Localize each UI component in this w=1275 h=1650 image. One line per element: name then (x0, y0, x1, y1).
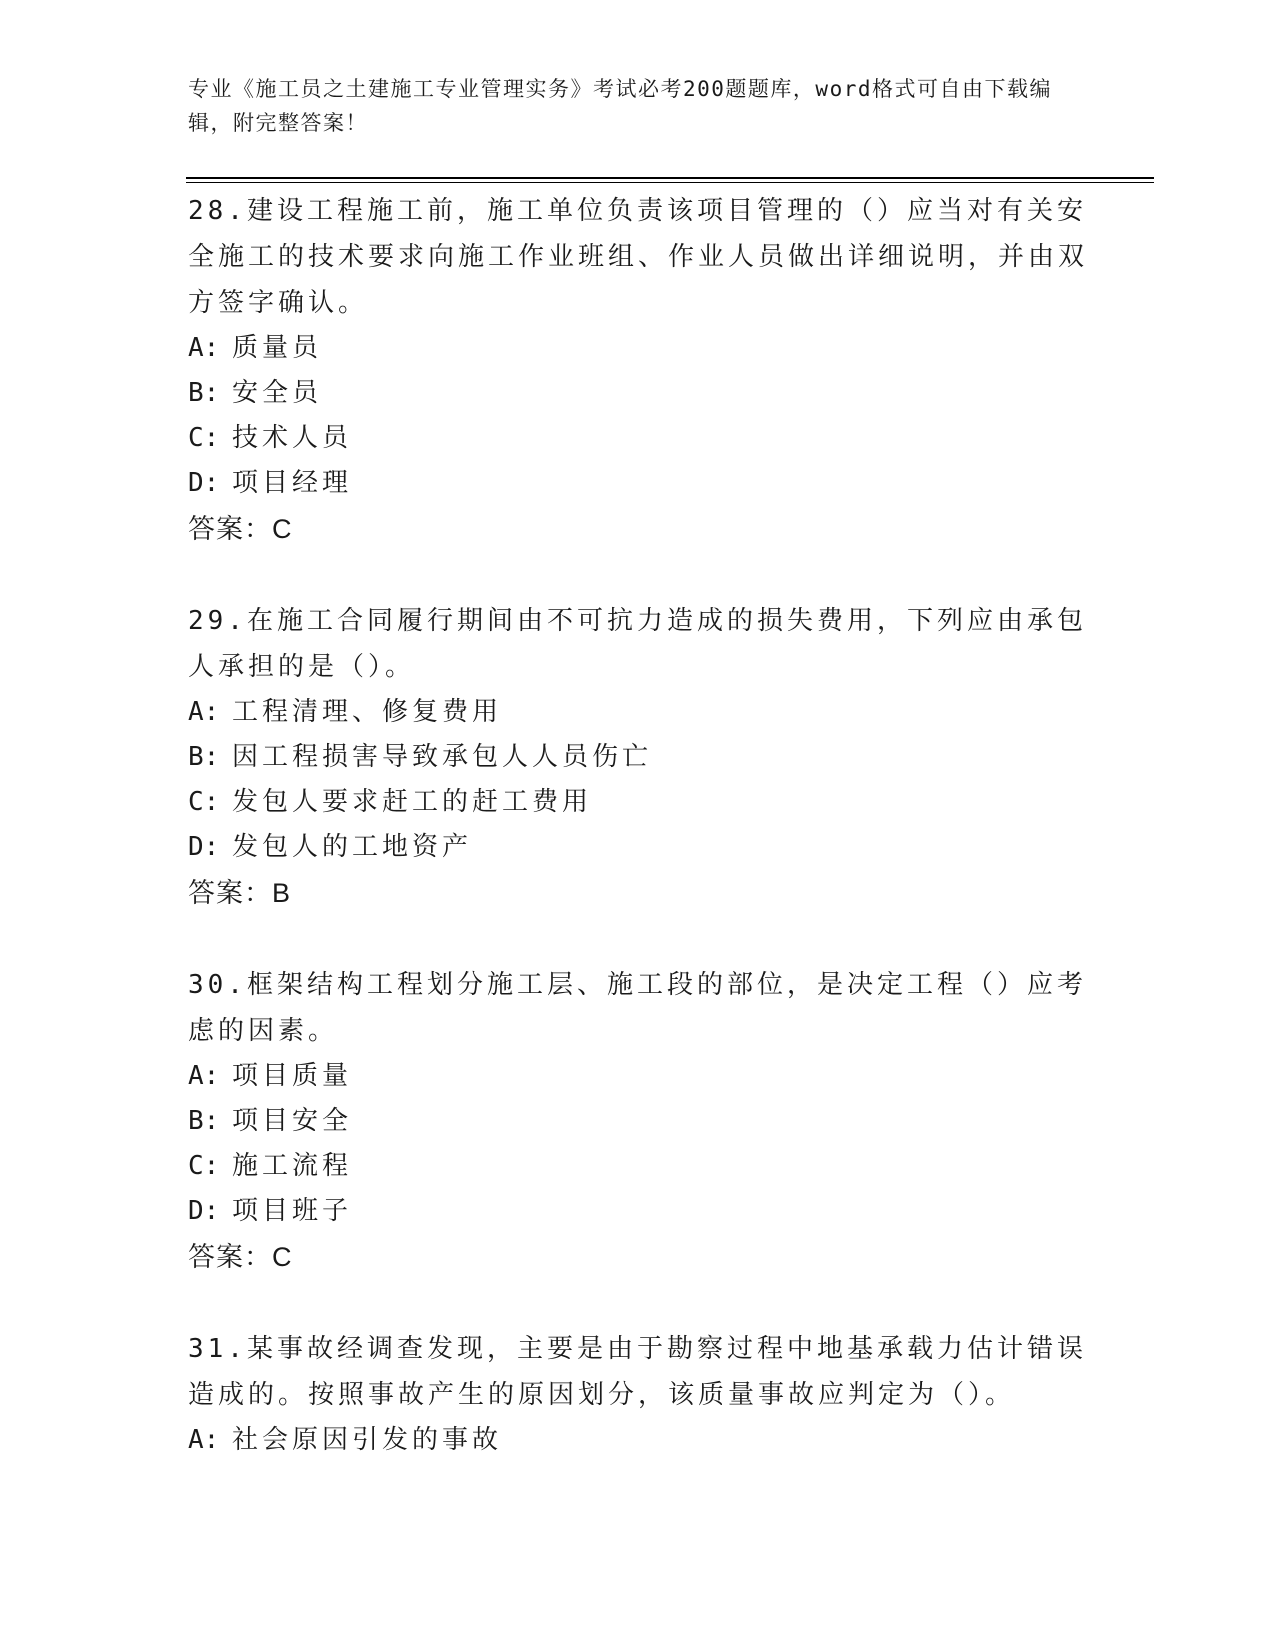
option-key: D: (188, 832, 220, 862)
option-text: 技术人员 (232, 423, 353, 453)
option-text: 发包人的工地资产 (232, 832, 473, 862)
question-stem: 29.在施工合同履行期间由不可抗力造成的损失费用，下列应由承包人承担的是（）。 (188, 606, 1087, 682)
question-stem: 31.某事故经调查发现，主要是由于勘察过程中地基承载力估计错误造成的。按照事故产生的原因划分，该质量事故应判定为（）。 (188, 1334, 1087, 1410)
option-d (188, 461, 1088, 506)
option-key: C: (188, 787, 220, 817)
header-divider (186, 177, 1154, 179)
option-text: 项目经理 (232, 468, 353, 498)
question-stem: 30.框架结构工程划分施工层、施工段的部位，是决定工程（）应考虑的因素。 (188, 970, 1087, 1046)
option-c (188, 416, 1088, 461)
question-28 (188, 188, 1088, 552)
option-key: A: (188, 1061, 220, 1091)
option-key: D: (188, 1196, 220, 1226)
header-divider-thin (186, 182, 1154, 183)
option-d (188, 825, 1088, 870)
document-header: 专业《施工员之土建施工专业管理实务》考试必考200题题库，word格式可自由下载编辑，附完整答案！ (188, 77, 1052, 135)
question-30 (188, 962, 1088, 1280)
option-key: B: (188, 378, 220, 408)
option-b (188, 1099, 1088, 1144)
option-text: 施工流程 (232, 1151, 353, 1181)
option-c (188, 780, 1088, 825)
answer-line: 答案：C (188, 1242, 293, 1272)
question-29 (188, 598, 1088, 916)
answer-line: 答案：B (188, 878, 292, 908)
option-a (188, 1054, 1088, 1099)
answer-line: 答案：C (188, 514, 293, 544)
option-text: 质量员 (232, 333, 323, 363)
option-key: C: (188, 423, 220, 453)
option-b (188, 371, 1088, 416)
option-text: 发包人要求赶工的赶工费用 (232, 787, 593, 817)
option-key: B: (188, 1106, 220, 1136)
question-list (188, 188, 1088, 1509)
option-text: 安全员 (232, 378, 323, 408)
option-key: D: (188, 468, 220, 498)
option-key: A: (188, 697, 220, 727)
option-key: A: (188, 333, 220, 363)
option-text: 社会原因引发的事故 (232, 1425, 503, 1455)
option-a (188, 326, 1088, 371)
option-text: 因工程损害导致承包人人员伤亡 (232, 742, 653, 772)
option-key: A: (188, 1425, 220, 1455)
option-key: C: (188, 1151, 220, 1181)
option-key: B: (188, 742, 220, 772)
option-text: 项目安全 (232, 1106, 353, 1136)
question-31 (188, 1326, 1088, 1463)
option-d (188, 1189, 1088, 1234)
option-c (188, 1144, 1088, 1189)
option-a (188, 690, 1088, 735)
option-b (188, 735, 1088, 780)
question-stem: 28.建设工程施工前，施工单位负责该项目管理的（）应当对有关安全施工的技术要求向施工作业班组、作业人员做出详细说明，并由双方签字确认。 (188, 196, 1089, 318)
option-text: 项目质量 (232, 1061, 353, 1091)
option-text: 工程清理、修复费用 (232, 697, 503, 727)
option-a (188, 1418, 1088, 1463)
option-text: 项目班子 (232, 1196, 353, 1226)
